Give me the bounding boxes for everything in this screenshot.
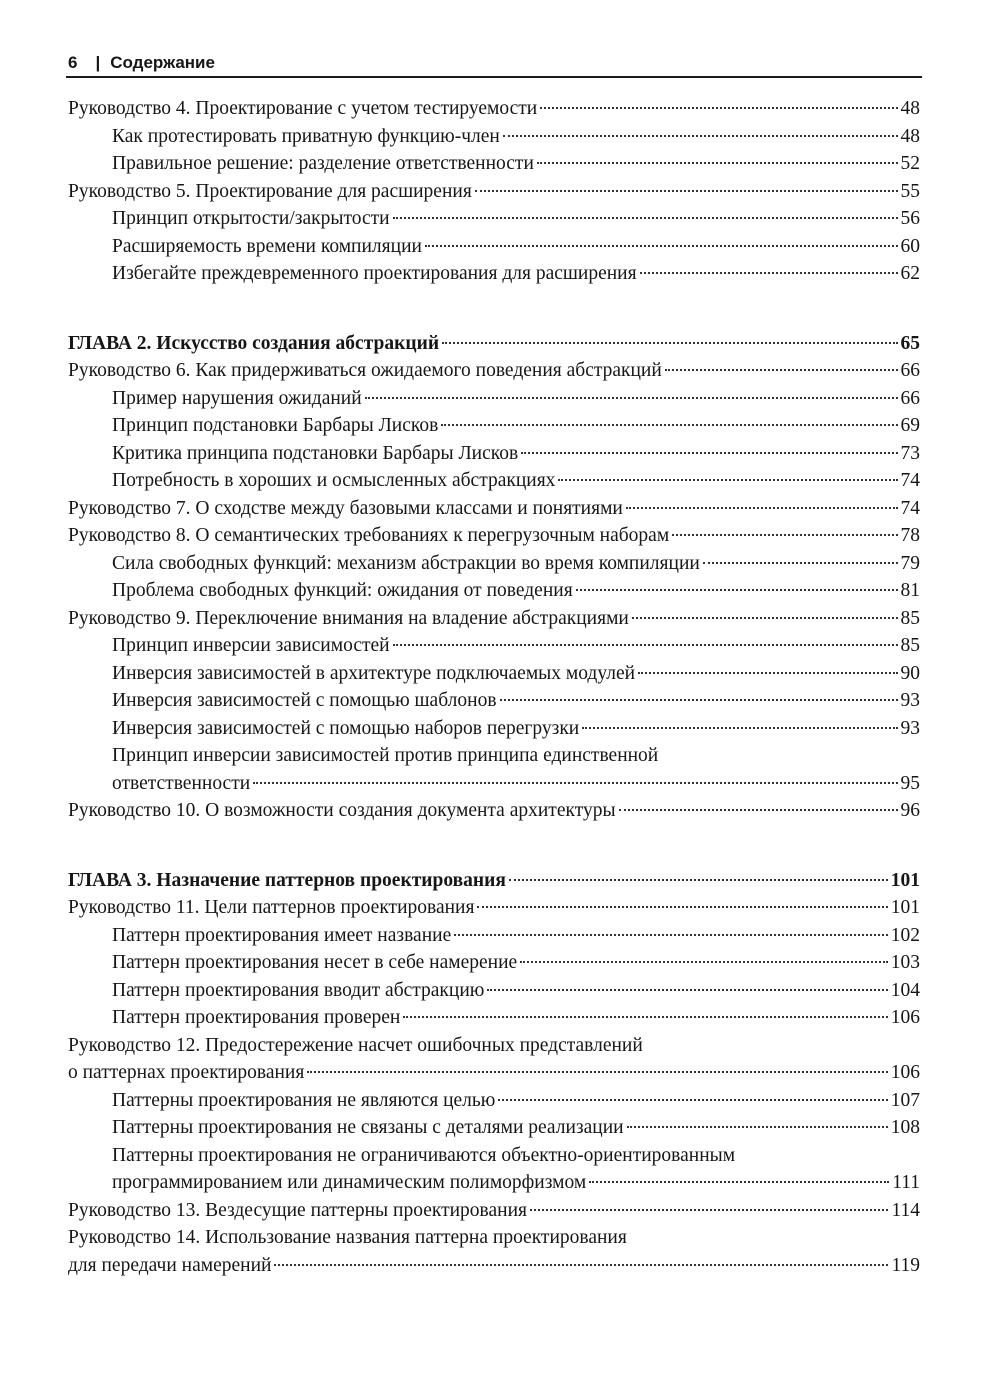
dot-leader [619, 809, 898, 811]
dot-leader [520, 961, 888, 963]
toc-page-number: 106 [890, 1007, 920, 1028]
toc-page-number: 66 [900, 387, 920, 409]
toc-entry-title: Принцип открытости/закрытости [112, 208, 390, 229]
toc-page-number: 119 [891, 1254, 920, 1276]
toc-page-number: 111 [892, 1172, 920, 1193]
toc-section-row [68, 949, 920, 977]
toc-entry-title: Правильное решение: разделение ответственности [112, 153, 534, 174]
toc-entry-title: Руководство 13. Вездесущие паттерны проектирования [68, 1199, 527, 1221]
toc-page-number: 106 [890, 1062, 920, 1083]
toc-entry-title: Руководство 12. Предостережение насчет ошибочных представлений [68, 1034, 643, 1056]
dot-leader [498, 1099, 887, 1101]
toc-entry-title-continued: ответственности [112, 772, 251, 794]
toc-entry-title: Потребность в хороших и осмысленных абстракциях [112, 470, 556, 491]
toc-page-number: 74 [900, 470, 920, 491]
toc-entry-title: Как протестировать приватную функцию-член [112, 125, 500, 147]
dot-leader [365, 397, 898, 399]
toc-entry-title: Инверсия зависимостей с помощью шаблонов [112, 690, 497, 711]
dot-leader [537, 162, 898, 164]
toc-page-number: 93 [900, 690, 920, 711]
toc-guideline-row [68, 1224, 920, 1252]
toc-entry-title: Паттерн проектирования имеет название [112, 924, 452, 946]
header-separator: | [95, 53, 101, 72]
toc-guideline-row [68, 894, 920, 922]
dot-leader [441, 424, 897, 426]
toc-section-row [68, 687, 920, 715]
toc-entry-title: Принцип инверсии зависимостей против принципа единственной [112, 745, 659, 766]
dot-leader [487, 989, 887, 991]
toc-page-number: 48 [900, 98, 920, 119]
toc-section-row [68, 260, 920, 288]
toc-entry-title: Руководство 5. Проектирование для расширения [68, 180, 472, 202]
toc-entry-title: ГЛАВА 2. Искусство создания абстракций [68, 332, 440, 354]
toc-entry-title: Паттерны проектирования не являются целью [112, 1089, 496, 1111]
dot-leader [703, 562, 898, 564]
toc-chapter-row [68, 867, 920, 895]
toc-guideline-row [68, 95, 920, 123]
dot-leader [393, 217, 898, 219]
dot-leader [274, 1264, 888, 1266]
toc-guideline-row [68, 1197, 920, 1225]
dot-leader [540, 107, 897, 109]
toc-section-row [68, 742, 920, 770]
dot-leader [632, 617, 898, 619]
dot-leader [509, 879, 888, 881]
toc-section-row [68, 1142, 920, 1170]
toc-guideline-row [68, 357, 920, 385]
toc-entry-title: Сила свободных функций: механизм абстракции во время компиляции [112, 552, 700, 574]
toc-entry-title: Паттерн проектирования вводит абстракцию [112, 979, 485, 1001]
toc-guideline-row [68, 605, 920, 633]
toc-page-number: 101 [890, 897, 920, 918]
toc-section-row [68, 1114, 920, 1142]
toc-page-number: 60 [900, 235, 920, 257]
toc-section-row [68, 440, 920, 468]
table-of-contents [68, 95, 920, 1279]
toc-page-number: 62 [900, 263, 920, 284]
toc-entry-title: Инверсия зависимостей в архитектуре подключаемых модулей [112, 662, 636, 684]
dot-leader [672, 534, 897, 536]
toc-entry-title: Руководство 6. Как придерживаться ожидаемого поведения абстракций [68, 360, 662, 381]
toc-entry-title: Паттерн проектирования несет в себе намерение [112, 952, 518, 973]
dot-leader [665, 369, 898, 371]
toc-page-number: 48 [900, 125, 920, 147]
dot-leader [530, 1209, 888, 1211]
toc-entry-title: Руководство 7. О сходстве между базовыми классами и понятиями [68, 497, 623, 519]
toc-section-row-continued [68, 770, 920, 798]
dot-leader [393, 644, 898, 646]
toc-section-row [68, 385, 920, 413]
dot-leader [638, 672, 897, 674]
toc-page-number: 103 [890, 952, 920, 973]
toc-page-number: 95 [900, 772, 920, 794]
toc-page-number: 107 [890, 1089, 920, 1111]
toc-section-row-continued [68, 1169, 920, 1197]
toc-section-row [68, 412, 920, 440]
dot-leader [425, 245, 898, 247]
toc-entry-title: Руководство 10. О возможности создания документа архитектуры [68, 800, 616, 821]
toc-section-row [68, 1004, 920, 1032]
toc-guideline-row [68, 522, 920, 550]
toc-page-number: 90 [900, 662, 920, 684]
toc-section-row [68, 660, 920, 688]
toc-section-row [68, 150, 920, 178]
toc-chapter-row [68, 330, 920, 358]
toc-guideline-row [68, 797, 920, 825]
toc-page-number: 79 [900, 552, 920, 574]
toc-page-number: 114 [891, 1199, 920, 1221]
toc-entry-title: Паттерны проектирования не связаны с деталями реализации [112, 1117, 624, 1138]
toc-page-number: 108 [890, 1117, 920, 1138]
dot-leader [558, 479, 897, 481]
toc-page-number: 66 [900, 360, 920, 381]
toc-page-number: 81 [900, 580, 920, 601]
toc-section-row [68, 922, 920, 950]
toc-entry-title: Паттерны проектирования не ограничиваются объектно-ориентированным [112, 1144, 736, 1166]
toc-section-row [68, 550, 920, 578]
toc-section-row [68, 1087, 920, 1115]
dot-leader [253, 782, 897, 784]
dot-leader [521, 452, 897, 454]
dot-leader [403, 1016, 887, 1018]
toc-entry-title: Руководство 11. Цели паттернов проектирования [68, 897, 475, 918]
toc-section-row [68, 233, 920, 261]
dot-leader [500, 699, 898, 701]
toc-entry-title: Проблема свободных функций: ожидания от поведения [112, 580, 573, 601]
toc-page-number: 85 [900, 635, 920, 656]
toc-section-row [68, 977, 920, 1005]
page-number: 6 [68, 53, 78, 72]
dot-leader [627, 1126, 888, 1128]
dot-leader [503, 135, 898, 137]
toc-entry-title: ГЛАВА 3. Назначение паттернов проектирования [68, 869, 506, 891]
toc-entry-title-continued: о паттернах проектирования [68, 1062, 305, 1083]
toc-page-number: 73 [900, 442, 920, 464]
toc-page-number: 102 [890, 924, 920, 946]
dot-leader [477, 906, 887, 908]
toc-page-number: 55 [900, 180, 920, 202]
dot-leader [582, 727, 897, 729]
toc-entry-title: Руководство 4. Проектирование с учетом тестируемости [68, 98, 538, 119]
toc-page-number: 69 [900, 415, 920, 436]
toc-page-number: 104 [890, 979, 920, 1001]
toc-entry-title: Руководство 8. О семантических требованиях к перегрузочным наборам [68, 525, 670, 546]
toc-page-number: 56 [900, 208, 920, 229]
toc-entry-title: Паттерн проектирования проверен [112, 1007, 401, 1028]
toc-section-row [68, 205, 920, 233]
toc-page-number: 52 [900, 153, 920, 174]
toc-section-row [68, 467, 920, 495]
toc-page-number: 74 [900, 497, 920, 519]
running-header [66, 52, 922, 78]
toc-page-number: 65 [900, 332, 920, 354]
dot-leader [640, 272, 898, 274]
toc-page-number: 78 [900, 525, 920, 546]
toc-entry-title: Руководство 14. Использование названия паттерна проектирования [68, 1227, 627, 1248]
dot-leader [626, 507, 898, 509]
toc-page-number: 85 [900, 607, 920, 629]
toc-entry-title-continued: для передачи намерений [68, 1254, 272, 1276]
toc-guideline-row-continued [68, 1059, 920, 1087]
toc-entry-title: Критика принципа подстановки Барбары Лисков [112, 442, 519, 464]
toc-section-row [68, 123, 920, 151]
toc-guideline-row [68, 178, 920, 206]
dot-leader [442, 342, 897, 344]
toc-section-row [68, 577, 920, 605]
toc-section-row [68, 715, 920, 743]
toc-entry-title: Принцип подстановки Барбары Лисков [112, 415, 439, 436]
toc-entry-title: Принцип инверсии зависимостей [112, 635, 390, 656]
toc-page-number: 101 [890, 869, 920, 891]
toc-section-row [68, 632, 920, 660]
dot-leader [589, 1181, 889, 1183]
toc-guideline-row [68, 495, 920, 523]
toc-entry-title: Расширяемость времени компиляции [112, 235, 422, 257]
dot-leader [576, 589, 898, 591]
dot-leader [307, 1071, 887, 1073]
toc-guideline-row-continued [68, 1252, 920, 1280]
toc-page-number: 96 [900, 800, 920, 821]
toc-entry-title: Избегайте преждевременного проектирования для расширения [112, 263, 637, 284]
toc-page-number: 93 [900, 717, 920, 739]
toc-entry-title: Инверсия зависимостей с помощью наборов перегрузки [112, 717, 580, 739]
header-title: Содержание [110, 53, 215, 72]
toc-guideline-row [68, 1032, 920, 1060]
dot-leader [454, 934, 888, 936]
dot-leader [475, 190, 898, 192]
toc-entry-title: Руководство 9. Переключение внимания на владение абстракциями [68, 607, 629, 629]
toc-entry-title-continued: программированием или динамическим полиморфизмом [112, 1172, 587, 1193]
toc-entry-title: Пример нарушения ожиданий [112, 387, 362, 409]
